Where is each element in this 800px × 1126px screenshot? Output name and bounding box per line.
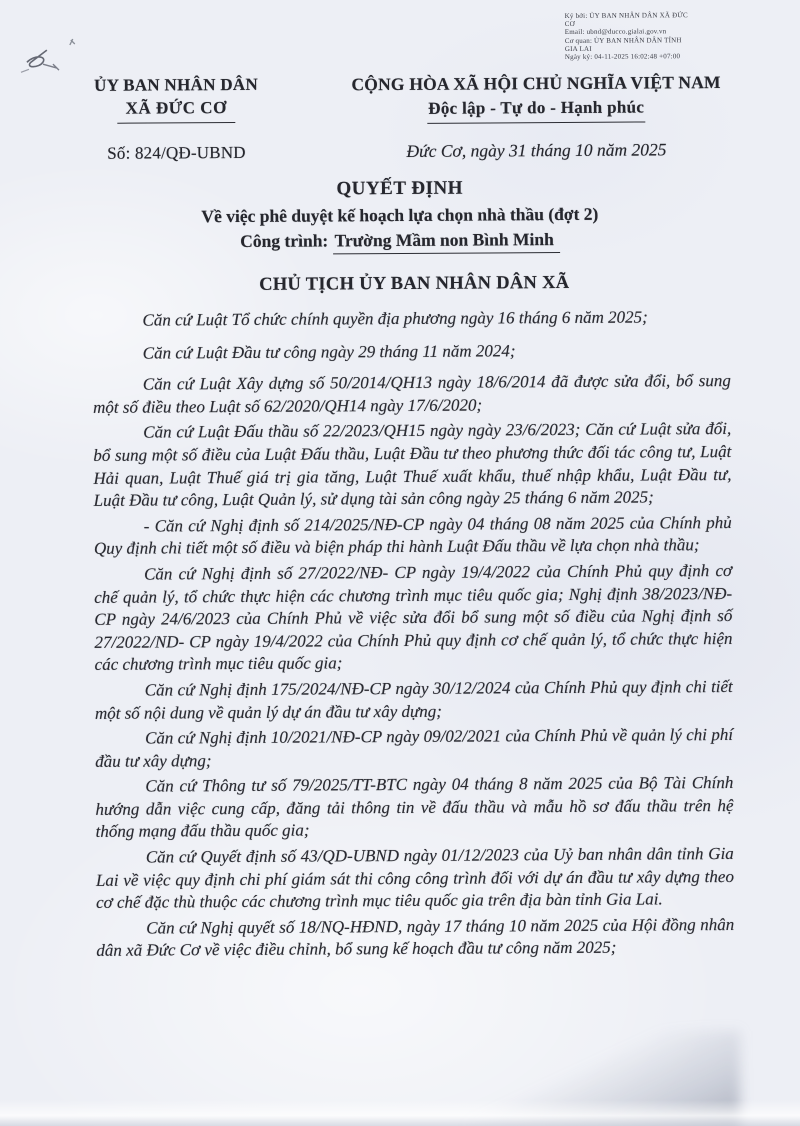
- legal-basis-paragraph: Căn cứ Luật Tổ chức chính quyền địa phương ngày 16 tháng 6 năm 2025;: [142, 307, 648, 330]
- legal-basis-paragraph: Căn cứ Nghị định 175/2024/NĐ-CP ngày 30/12/2024 của Chính Phủ quy định chi tiết một số nội dung về quản lý dự án đầu tư xây dựng;: [94, 676, 733, 723]
- signature-agency-line: Cơ quan: ỦY BAN NHÂN DÂN TỈNH: [564, 35, 682, 45]
- right-header-rule: [427, 121, 645, 123]
- national-header: CỘNG HÒA XÃ HỘI CHỦ NGHĨA VIỆT NAM: [351, 72, 721, 95]
- decision-subtitle: Về việc phê duyệt kế hoạch lựa chọn nhà thầu (đợt 2): [201, 203, 599, 227]
- signature-signer-line2: CƠ: [564, 20, 575, 29]
- legal-basis-paragraph: - Căn cứ Nghị định số 214/2025/NĐ-CP ngày 04 tháng 08 năm 2025 của Chính phủ Quy định chi tiết một số điều và biện pháp thi hành Luật Đấu thầu về lựa chọn nhà thầu;: [93, 512, 732, 559]
- legal-basis-paragraph: Căn cứ Nghị định 10/2021/NĐ-CP ngày 09/02/2021 của Chính Phủ về quản lý chi phí đầu tư xây dựng;: [95, 725, 734, 771]
- left-header-rule: [117, 122, 235, 124]
- legal-basis-paragraph: Căn cứ Nghị định số 27/2022/NĐ- CP ngày 19/4/2022 của Chính Phủ quy định cơ chế quản lý, tổ chức thực hiện các chương trình mục tiêu quốc gia; Nghị định 38/2023/NĐ-CP ngày 24/6/2023 của Chính Phủ về việc sửa đổi bổ sung một số điều của Nghị định số 27/2022/ND- CP ngày 19/4/2022 của Chính Phủ quy định cơ chế quản lý, tổ chức thực hiện các chương trình mục tiêu quốc gia;: [94, 560, 733, 675]
- project-line: [70, 228, 730, 253]
- signature-email-line: Email: ubnd@ducco.gialai.gov.vn: [564, 27, 667, 37]
- legal-basis-paragraph: Căn cứ Nghị quyết số 18/NQ-HĐND, ngày 17 tháng 10 năm 2025 của Hội đồng nhân dân xã Đức Cơ về việc điều chỉnh, bổ sung kế hoạch đầu tư công năm 2025;: [96, 914, 735, 961]
- decision-legal-basis: [92, 306, 734, 966]
- document-title-block: [70, 176, 731, 297]
- legal-basis-paragraph: Căn cứ Luật Đầu tư công ngày 29 tháng 11 năm 2024;: [142, 340, 516, 363]
- signature-signer-line: Ký bởi: ỦY BAN NHÂN DÂN XÃ ĐỨC: [564, 11, 688, 20]
- place-and-date-line: Đức Cơ, ngày 31 tháng 10 năm 2025: [406, 139, 667, 161]
- legal-basis-paragraph: Căn cứ Thông tư số 79/2025/TT-BTC ngày 04 tháng 8 năm 2025 của Bộ Tài Chính hướng dẫn việc cung cấp, đăng tải thông tin về đấu thầu và mẫu hồ sơ đấu thầu trên hệ thống mạng đấu thầu quốc gia;: [95, 773, 734, 842]
- legal-basis-paragraph: Căn cứ Luật Đấu thầu số 22/2023/QH15 ngày ngày 23/6/2023; Căn cứ Luật sửa đổi, bổ sung một số điều của Luật Đấu thầu, Luật Đầu tư theo phương thức đối tác công tư, Luật Hải quan, Luật Thuế giá trị gia tăng, Luật Thuế xuất khẩu, thuế nhập khẩu, Luật Đầu tư, Luật Đầu tư công, Luật Quản lý, sử dụng tài sản công ngày 25 tháng 6 năm 2025;: [93, 419, 732, 511]
- decision-heading: QUYẾT ĐỊNH: [336, 177, 464, 200]
- project-name: Trường Mầm non Bình Minh: [333, 229, 560, 254]
- document-header: [0, 72, 798, 165]
- issuing-authority-block: [0, 75, 316, 165]
- issuing-authority-name: ỦY BAN NHÂN DÂN: [94, 74, 259, 95]
- document-number: Số: 824/QĐ-UBND: [107, 142, 246, 163]
- project-prefix: Công trình:: [240, 230, 333, 251]
- legal-basis-paragraph: Căn cứ Quyết định số 43/QD-UBND ngày 01/12/2023 của Uỷ ban nhân dân tỉnh Gia Lai về việc quy định chi phí giám sát thi công công trình đối với dự án đầu tư xây dựng theo cơ chế đặc thù thuộc các chương trình mục tiêu quốc gia trên địa bàn tỉnh Gia Lai.: [95, 844, 734, 913]
- national-motto-block: [315, 72, 758, 163]
- issuing-authority-commune: XÃ ĐỨC CƠ: [125, 98, 227, 118]
- digital-signature-block: [565, 11, 755, 61]
- signature-agency-line2: GIA LAI: [564, 44, 592, 53]
- signature-date-line: Ngày ký: 04-11-2025 16:02:48 +07:00: [564, 52, 681, 61]
- deciding-authority-heading: CHỦ TỊCH ỦY BAN NHÂN DÂN XÃ: [259, 272, 570, 295]
- national-motto: Độc lập - Tự do - Hạnh phúc: [428, 97, 645, 118]
- legal-basis-paragraph: Căn cứ Luật Xây dựng số 50/2014/QH13 ngày 18/6/2014 đã được sửa đổi, bổ sung một số điều theo Luật số 62/2020/QH14 ngày 17/6/2020;: [92, 371, 731, 417]
